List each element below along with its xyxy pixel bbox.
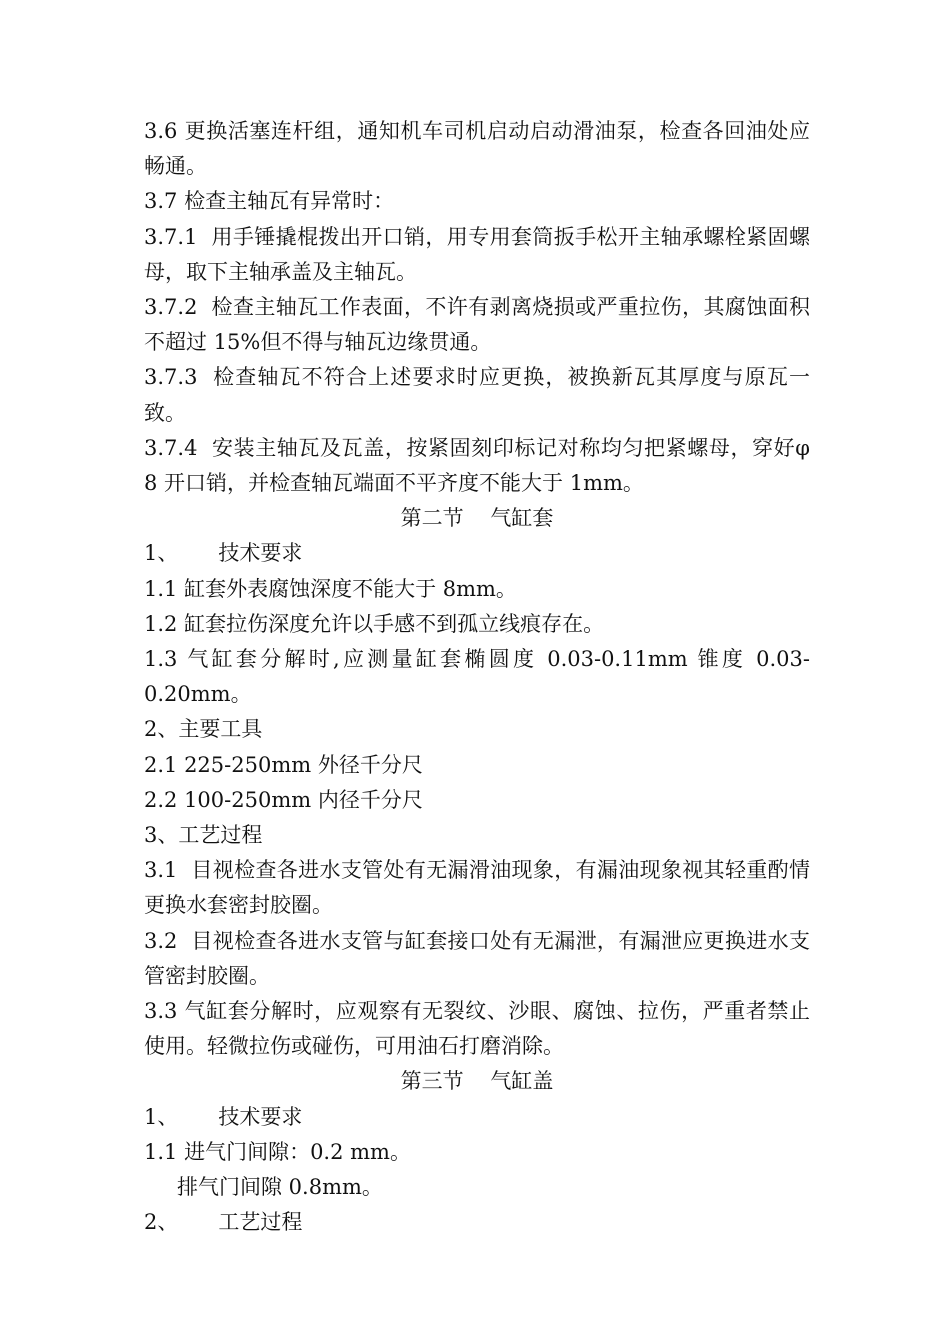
paragraph-2-1: 2.1 225-250mm 外径千分尺	[144, 752, 423, 777]
paragraph-2-2: 2.2 100-250mm 内径千分尺	[144, 787, 423, 812]
paragraph-1-2: 1.2 缸套拉伤深度允许以手感不到孤立线痕存在。	[144, 611, 605, 636]
paragraph-exhaust-valve-clearance: 排气门间隙 0.8mm。	[177, 1175, 383, 1200]
section-heading-cylinder-liner: 第二节 气缸套	[400, 506, 554, 531]
paragraph-1-1: 1.1 缸套外表腐蚀深度不能大于 8mm。	[144, 576, 517, 601]
document-body	[144, 114, 817, 1241]
paragraph-intake-valve-clearance: 1.1 进气门间隙：0.2 mm。	[144, 1139, 411, 1164]
heading-process: 3、工艺过程	[144, 823, 263, 848]
paragraph-3-2: 3.2 目视检查各进水支管与缸套接口处有无漏泄，有漏泄应更换进水支管密封胶圈。	[144, 928, 810, 988]
paragraph-3-3: 3.3 气缸套分解时，应观察有无裂纹、沙眼、腐蚀、拉伤，严重者禁止使用。轻微拉伤或碰伤，可用油石打磨消除。	[144, 999, 810, 1059]
paragraph-3-1: 3.1 目视检查各进水支管处有无漏滑油现象，有漏油现象视其轻重酌情更换水套密封胶圈。	[144, 858, 810, 918]
paragraph-3-6: 3.6 更换活塞连杆组，通知机车司机启动启动滑油泵，检查各回油处应畅通。	[144, 119, 810, 179]
heading-technical-requirements-2: 1、 技术要求	[144, 1104, 303, 1129]
paragraph-1-3: 1.3 气缸套分解时,应测量缸套椭圆度 0.03-0.11mm 锥度 0.03-0.20mm。	[144, 647, 810, 707]
paragraph-3-7: 3.7 检查主轴瓦有异常时：	[144, 189, 395, 214]
heading-main-tools: 2、主要工具	[144, 717, 263, 742]
paragraph-3-7-3: 3.7.3 检查轴瓦不符合上述要求时应更换，被换新瓦其厚度与原瓦一致。	[144, 365, 810, 425]
heading-process-2: 2、 工艺过程	[144, 1210, 303, 1235]
section-heading-cylinder-head: 第三节 气缸盖	[400, 1069, 554, 1094]
paragraph-3-7-1: 3.7.1 用手锤撬棍拨出开口销，用专用套筒扳手松开主轴承螺栓紧固螺母，取下主轴承盖及主轴瓦。	[144, 224, 810, 284]
paragraph-3-7-2: 3.7.2 检查主轴瓦工作表面，不许有剥离烧损或严重拉伤，其腐蚀面积不超过 15%但不得与轴瓦边缘贯通。	[144, 295, 810, 355]
heading-technical-requirements: 1、 技术要求	[144, 541, 303, 566]
paragraph-3-7-4: 3.7.4 安装主轴瓦及瓦盖，按紧固刻印标记对称均匀把紧螺母，穿好φ 8 开口销，并检查轴瓦端面不平齐度不能大于 1mm。	[144, 435, 817, 496]
